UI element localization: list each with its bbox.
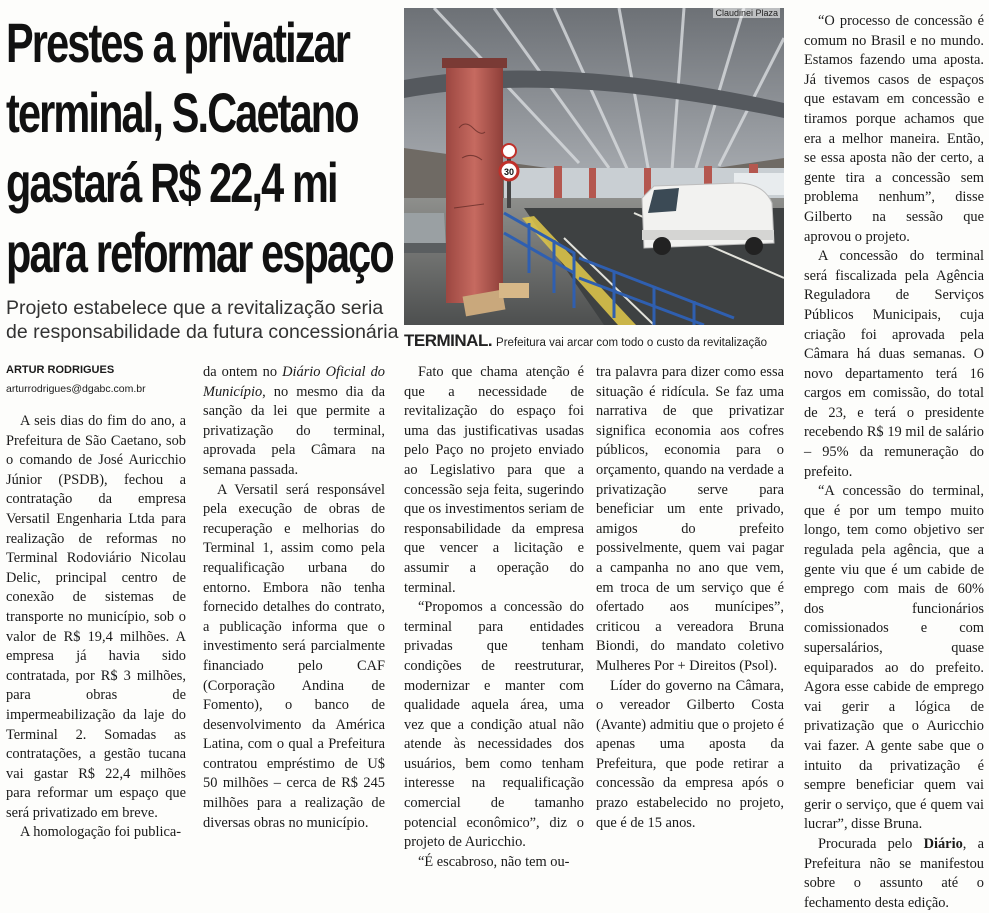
paragraph: A homologação foi publica- — [20, 824, 182, 841]
newspaper-name: Diário — [923, 835, 963, 852]
paragraph: “Propomos a concessão do terminal para entidades privadas que tenham condições de reestruturar, modernizar e manter com qualidade aquela área, uma vez que a condição atual não atende às necessidades dos usuários, bem como tenham interesse na requalificação comercial de tamanho potencial econômico”, diz o projeto de Auricchio. — [404, 599, 584, 851]
article-column-1 — [6, 412, 186, 843]
author-email[interactable]: arturrodrigues@dgabc.com.br — [6, 383, 146, 395]
headline-line-1: Prestes a privatizar — [6, 11, 350, 74]
terminal-photo — [404, 8, 784, 325]
paragraph: “O processo de concessão é comum no Brasil e no mundo. Estamos fazendo uma aposta. Já tivemos casos de espaços que estavam em concessão e tiramos porque achamos que era a melhor maneira. Então, se essa aposta não der certo, a gente tira a concessão sem problema nenhum”, disse Gilberto na sessão que aprovou o projeto. — [804, 13, 984, 245]
photo-caption — [404, 331, 789, 351]
article-column-3 — [404, 363, 584, 872]
speed-limit-sign: 30 — [503, 167, 515, 177]
headline-line-2: terminal, S.Caetano — [6, 81, 358, 144]
article-column-4 — [596, 363, 784, 833]
article-column-5 — [804, 12, 984, 913]
subheadline: Projeto estabelece que a revitalização seria de responsabilidade da futura concessionária — [6, 297, 399, 343]
paragraph: “É escabroso, não tem ou- — [418, 853, 570, 870]
terminal-photo-image — [404, 8, 784, 325]
caption-tag: TERMINAL. — [404, 331, 493, 350]
article-column-2 — [203, 363, 385, 833]
paragraph: A concessão do terminal será fiscalizada pela Agência Reguladora de Serviços Públicos Municipais, cuja criação foi aprovada pela Câmara há duas semanas. O novo departamento terá 16 cargos em comissão, do total de 23, e terá o presidente recebendo R$ 19 mil de salário – 95% da remuneração do prefeito. — [804, 248, 984, 480]
headline-line-3: gastará R$ 22,4 mi — [6, 151, 337, 214]
paragraph: A Versatil será responsável pela execução de obras de recuperação e melhorias do Terminal 1, assim como pela requalificação urbana do entorno. Embora não tenha fornecido detalhes do contrato, a publicação informa que o investimento será parcialmente financiado pelo CAF (Corporação Andina de Fomento), o banco de desenvolvimento da América Latina, com o qual a Prefeitura contratou empréstimo de U$ 50 milhões – cerca de R$ 245 milhões para a realização de diversas obras no município. — [203, 481, 385, 831]
paragraph — [804, 835, 984, 913]
paragraph: Fato que chama atenção é que a necessidade de revitalização do espaço foi uma das justificativas usadas pelo Paço no projeto enviado ao Legislativo para que a concessão seja feita, sugerindo que os investimentos seriam de responsabilidade da empresa que vencer a licitação e assumir a operação do terminal. — [404, 364, 584, 596]
paragraph: “A concessão do terminal, que é por um tempo muito longo, tem como objetivo ser regulada pela agência, que a gente viu que é um cabide de emprego com mais de 60% dos funcionários comissionados e com supersalários, quase equiparados ao do prefeito. Agora esse cabide de emprego vai gerir a lógica de privatização que o Auricchio vai fazer. A gente sabe que o intuito da privatização é sempre beneficiar quem vai gerir o serviço, que é quem vai lucrar”, disse Bruna. — [804, 483, 984, 833]
paragraph: A seis dias do fim do ano, a Prefeitura de São Caetano, sob o comando de José Auricchio Júnior (PSDB), fechou a contratação da empresa Versatil Engenharia Ltda para realização de reformas no Terminal Rodoviário Nicolau Delic, principal centro de conexão de sistemas de transporte no município, sob o valor de R$ 19,4 milhões. A empresa já havia sido contratada, por R$ 3 milhões, para obras de impermeabilização da laje do Terminal 2. Somadas as contratações, a gestão tucana vai gastar R$ 22,4 milhões para reformar um espaço que será privatizado em breve. — [6, 413, 186, 821]
paragraph — [203, 363, 385, 481]
text-span: , a Prefeitura não se manifestou sobre o assunto até o fechamento desta edição. — [804, 835, 984, 911]
text-span: da ontem no — [203, 364, 283, 380]
text-span: Procurada pelo — [818, 835, 924, 852]
photo-credit: Claudinei Plaza — [715, 8, 778, 18]
caption-text: Prefeitura vai arcar com todo o custo da revitalização — [496, 337, 768, 349]
author-byline: ARTUR RODRIGUES — [6, 364, 115, 376]
text-span: , no mesmo dia da sanção da lei que permite a privatização do terminal, aprovada pela Câmara na semana passada. — [203, 383, 385, 478]
paragraph: tra palavra para dizer como essa situação é ridícula. Se faz uma narrativa de que privatizar significa economia aos cofres públicos, economia para o orçamento, quando na verdade a privatização serve para beneficiar um ente privado, amigos do prefeito possivelmente, quem vai pagar a campanha no ano que vem, em troca de um serviço que é ofertado aos munícipes”, criticou a vereadora Bruna Biondi, do mandato coletivo Mulheres Por + Direitos (Psol). — [596, 364, 784, 674]
paragraph: Líder do governo na Câmara, o vereador Gilberto Costa (Avante) admitiu que o projeto é apenas uma aposta da Prefeitura, que pode retirar a concessão da empresa após o prazo estabelecido no projeto, que é de 15 anos. — [596, 677, 784, 831]
headline-line-4: para reformar espaço — [6, 221, 393, 284]
publication-name: Diário Oficial do Município — [203, 364, 385, 400]
headline — [6, 8, 406, 288]
